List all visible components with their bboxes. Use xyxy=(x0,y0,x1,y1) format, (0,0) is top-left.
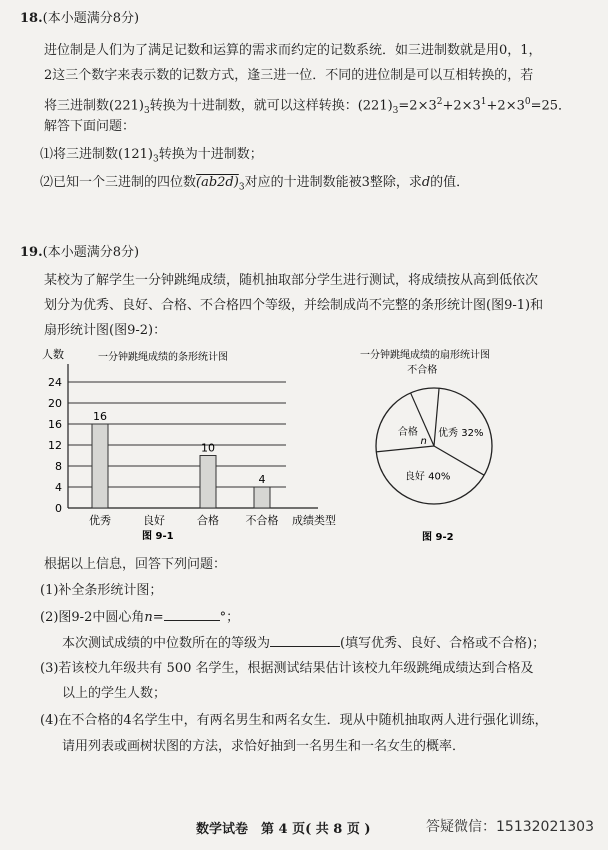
q19-part1: (1)补全条形统计图； xyxy=(40,583,163,598)
bar-category-label: 优秀 xyxy=(89,514,111,527)
q19-part2-line2-b: (填写优秀、良好、合格或不合格)； xyxy=(340,636,546,651)
q18-line3-sup2: 1 xyxy=(480,97,487,107)
q18-line3-d: +2×3 xyxy=(442,98,481,114)
q18-line3-b: 转换为十进制数，就可以这样转换：(221) xyxy=(149,98,393,114)
bar-category-label: 合格 xyxy=(197,514,219,527)
q19-score: (本小题满分8分) xyxy=(42,245,140,260)
q18-line1: 进位制是人们为了满足记数和运算的需求而约定的记数系统．如三进制数就是用0，1， xyxy=(44,43,542,58)
pie-slice-label-2: 合格 xyxy=(397,426,418,438)
q18-part2-b: 对应的十进制数能被3整除，求 xyxy=(244,175,422,190)
q18-part2-c: 的值． xyxy=(430,175,470,190)
q18-line4: 解答下面问题： xyxy=(44,119,136,134)
bar-chart-caption: 图 9-1 xyxy=(142,531,174,542)
q18-part1-a: ⑴将三进制数(121) xyxy=(40,147,153,162)
bar-chart-ytick: 20 xyxy=(48,397,62,410)
bar-chart-xlabel: 成绩类型 xyxy=(292,514,336,527)
q18-part1 xyxy=(40,146,263,169)
q19-part4-line2: 请用列表或画树状图的方法，求恰好抽到一名男生和一名女生的概率． xyxy=(62,739,466,754)
q19-part2-line2 xyxy=(62,634,545,653)
q18-number: 18. xyxy=(20,11,43,26)
pie-slice-label-0: 优秀 32% xyxy=(438,428,484,440)
q18-line2: 2这三个数字来表示数的记数方式，逢三进一位．不同的进位制是可以互相转换的，若 xyxy=(44,68,534,83)
q18-part2-overline-number: (ab2d) xyxy=(196,175,239,190)
q18-part2-var: d xyxy=(421,175,431,190)
q18-part1-b: 转换为十进制数； xyxy=(158,147,263,162)
q19-header xyxy=(20,244,139,262)
q19-part4-line1: (4)在不合格的4名学生中，有两名男生和两名女生．现从中随机抽取两人进行强化训练， xyxy=(40,713,548,728)
q19-part2-a: (2)图9-2中圆心角 xyxy=(40,610,145,625)
q18-part1-sub: 3 xyxy=(152,154,159,165)
bar-chart-ytick: 0 xyxy=(55,502,62,515)
q18-part2-a: ⑵已知一个三进制的四位数 xyxy=(40,175,197,190)
q18-header xyxy=(20,10,139,28)
bar-value-label: 10 xyxy=(201,441,215,455)
q18-line3-sub1: 3 xyxy=(143,105,150,116)
bar-value-label: 16 xyxy=(93,410,107,423)
bar-chart-ytick: 4 xyxy=(55,481,62,494)
q18-line3 xyxy=(44,93,571,120)
q18-score: (本小题满分8分) xyxy=(42,11,140,26)
bar-0 xyxy=(92,424,108,508)
bar-chart-title: 一分钟跳绳成绩的条形统计图 xyxy=(98,352,228,363)
q19-line1: 某校为了解学生一分钟跳绳成绩，随机抽取部分学生进行测试，将成绩按从高到低依次 xyxy=(44,273,539,288)
bar-2 xyxy=(200,456,216,509)
q18-part2 xyxy=(40,174,469,197)
q18-line3-e: +2×3 xyxy=(486,98,525,114)
q19-part3-line1: (3)若该校九年级共有 500 名学生，根据测试结果估计该校九年级跳绳成绩达到合格及 xyxy=(40,661,534,676)
pie-slice-label-1: 良好 40% xyxy=(404,471,451,483)
q19-part2-b: = xyxy=(152,610,164,625)
q19-part2-var: n xyxy=(144,610,153,625)
q19-part2-line2-a: 本次测试成绩的中位数所在的等级为 xyxy=(62,636,271,651)
q19-part3-line2: 以上的学生人数； xyxy=(62,686,167,701)
bar-category-label: 良好 xyxy=(143,514,165,527)
q19-part2-blank[interactable] xyxy=(164,608,220,621)
q19-part2-blank2[interactable] xyxy=(270,634,340,647)
q18-line3-sub2: 3 xyxy=(392,105,399,116)
pie-chart-title: 一分钟跳绳成绩的扇形统计图 xyxy=(360,350,490,361)
q19-part2 xyxy=(40,608,239,627)
bar-chart-ytick: 24 xyxy=(48,376,62,389)
q19-line3: 扇形统计图(图9-2)： xyxy=(44,323,167,338)
q19-line2: 划分为优秀、良好、合格、不合格四个等级，并绘制成尚不完整的条形统计图(图9-1)和 xyxy=(44,298,544,313)
q18-line3-sup3: 0 xyxy=(524,97,531,107)
pie-angle-label: n xyxy=(420,435,427,447)
bar-chart-ylabel: 人数 xyxy=(42,348,64,361)
page-footer: 数学试卷 第 4 页( 共 8 页 ) xyxy=(196,822,371,837)
bar-value-label: 4 xyxy=(258,473,266,486)
q19-after: 根据以上信息，回答下列问题： xyxy=(44,557,227,572)
q19-part2-c: °； xyxy=(219,610,240,625)
bar-chart xyxy=(34,342,364,542)
q18-line3-a: 将三进制数(221) xyxy=(44,98,144,114)
q19-number: 19. xyxy=(20,245,43,260)
bar-chart-ytick: 16 xyxy=(48,418,62,431)
pie-slice-label-3: 不合格 xyxy=(407,364,438,376)
footer-contact: 答疑微信：15132021303 xyxy=(426,819,594,835)
bar-category-label: 不合格 xyxy=(245,514,279,527)
bar-chart-ytick: 12 xyxy=(48,439,62,452)
q18-line3-sup1: 2 xyxy=(436,97,443,107)
bar-3 xyxy=(254,487,270,508)
bar-chart-ytick: 8 xyxy=(55,460,62,473)
q18-line3-f: =25． xyxy=(530,98,572,114)
pie-chart-caption: 图 9-2 xyxy=(422,532,454,542)
q18-part2-sub: 3 xyxy=(238,182,245,193)
pie-chart xyxy=(352,342,552,542)
q18-line3-c: =2×3 xyxy=(398,98,437,114)
